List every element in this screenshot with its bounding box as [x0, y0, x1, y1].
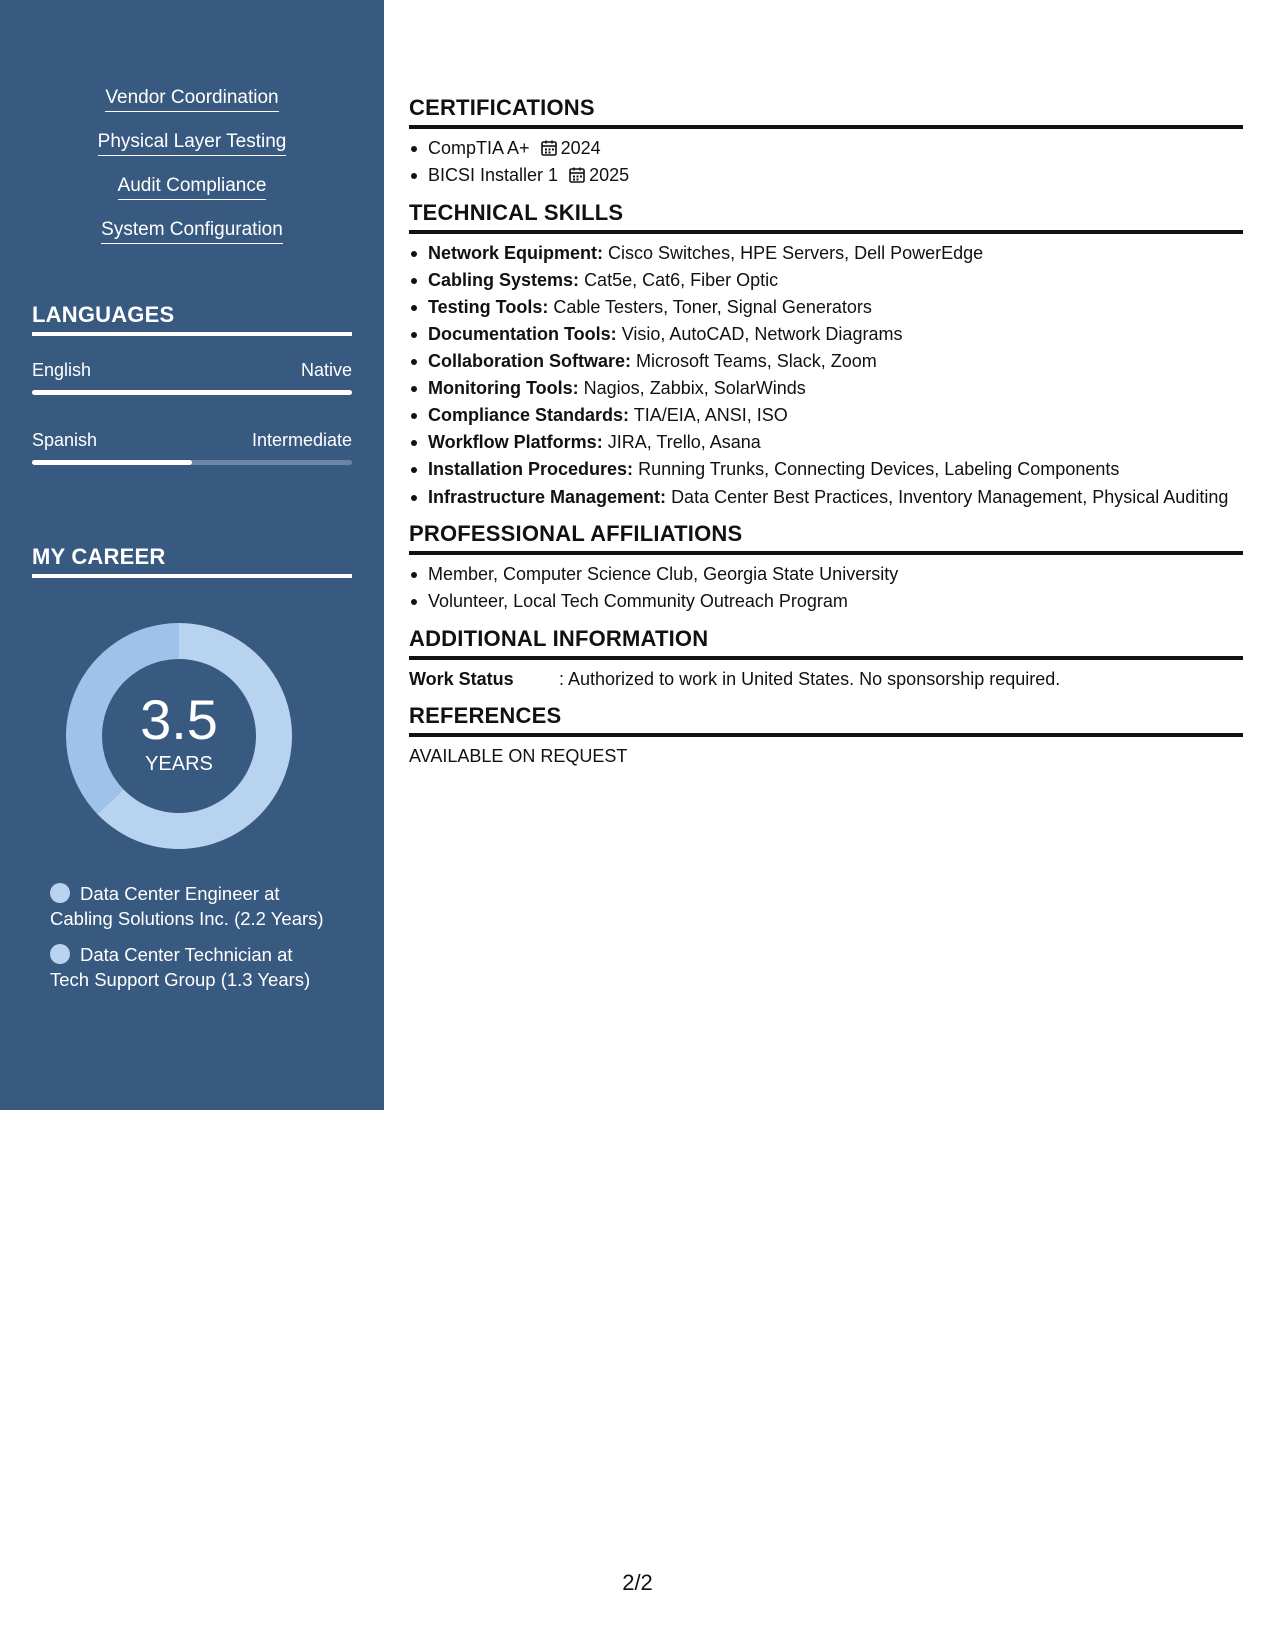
- affiliation-item: Member, Computer Science Club, Georgia State University: [409, 561, 1243, 588]
- skill-value: Cable Testers, Toner, Signal Generators: [553, 297, 872, 317]
- skill-links: [0, 86, 384, 262]
- certifications-list: [409, 135, 1243, 189]
- skill-label: Installation Procedures:: [428, 459, 634, 479]
- skill-item: [409, 375, 1243, 402]
- skill-value: Running Trunks, Connecting Devices, Labeling Components: [638, 459, 1120, 479]
- skill-item: [409, 483, 1243, 510]
- section-heading: PROFESSIONAL AFFILIATIONS: [409, 521, 1243, 555]
- career-item-label: Data Center Technician at Tech Support Group (1.3 Years): [50, 944, 311, 990]
- additional-information-section: [409, 626, 1243, 692]
- certification-year: 2025: [589, 165, 630, 185]
- section-heading: CERTIFICATIONS: [409, 95, 1243, 129]
- skill-label: Compliance Standards:: [428, 405, 630, 425]
- skill-label: Monitoring Tools:: [428, 378, 579, 398]
- skill-label: Testing Tools:: [428, 297, 549, 317]
- language-name: English: [32, 360, 92, 380]
- career-list: [50, 882, 330, 1004]
- career-total-value: 3.5: [140, 688, 218, 751]
- skill-value: Cisco Switches, HPE Servers, Dell PowerEdge: [608, 243, 984, 263]
- section-heading: REFERENCES: [409, 703, 1243, 737]
- calendar-icon: [568, 166, 586, 184]
- language-proficiency-fill: [32, 460, 192, 465]
- career-total: [66, 623, 292, 849]
- skill-value: TIA/EIA, ANSI, ISO: [633, 405, 788, 425]
- languages-heading: LANGUAGES: [32, 302, 352, 336]
- calendar-icon: [540, 139, 558, 157]
- skill-item: [409, 456, 1243, 483]
- skill-label: Network Equipment:: [428, 243, 604, 263]
- career-item: [50, 882, 330, 931]
- language-proficiency-bar: [32, 460, 352, 465]
- skill-link[interactable]: System Configuration: [101, 218, 283, 244]
- language-proficiency-fill: [32, 390, 352, 395]
- certification-name: BICSI Installer 1: [428, 165, 559, 185]
- work-status-value: : Authorized to work in United States. No sponsorship required.: [559, 669, 1061, 689]
- skill-link[interactable]: Audit Compliance: [118, 174, 267, 200]
- skill-label: Collaboration Software:: [428, 351, 632, 371]
- career-item: [50, 943, 330, 992]
- skill-item: [409, 402, 1243, 429]
- main-content: [409, 95, 1243, 780]
- skill-item: [409, 348, 1243, 375]
- skill-label: Cabling Systems:: [428, 270, 580, 290]
- language-level: Native: [300, 360, 352, 380]
- career-legend-dot: [50, 883, 70, 903]
- affiliations-list: [409, 561, 1243, 615]
- work-status-row: [409, 666, 1243, 692]
- skill-item: [409, 294, 1243, 321]
- technical-skills-section: [409, 200, 1243, 510]
- work-status-label: Work Status: [409, 669, 514, 689]
- skill-value: JIRA, Trello, Asana: [607, 432, 761, 452]
- language-name: Spanish: [32, 430, 98, 450]
- skill-item: [409, 429, 1243, 456]
- language-spanish: [32, 429, 352, 465]
- career-legend-dot: [50, 944, 70, 964]
- certification-item: [409, 162, 1243, 189]
- references-section: [409, 703, 1243, 769]
- skill-value: Nagios, Zabbix, SolarWinds: [583, 378, 806, 398]
- certification-year: 2024: [560, 138, 601, 158]
- career-heading: MY CAREER: [32, 544, 352, 578]
- affiliations-section: [409, 521, 1243, 615]
- skill-value: Cat5e, Cat6, Fiber Optic: [584, 270, 779, 290]
- skill-item: [409, 321, 1243, 348]
- skill-value: Data Center Best Practices, Inventory Management, Physical Auditing: [671, 487, 1229, 507]
- sidebar: [0, 0, 384, 1110]
- section-heading: TECHNICAL SKILLS: [409, 200, 1243, 234]
- language-level: Intermediate: [251, 430, 352, 450]
- affiliation-item: Volunteer, Local Tech Community Outreach Program: [409, 588, 1243, 615]
- skill-item: [409, 267, 1243, 294]
- page-number: 2/2: [622, 1570, 653, 1595]
- skill-link[interactable]: Physical Layer Testing: [98, 130, 287, 156]
- skill-link[interactable]: Vendor Coordination: [105, 86, 278, 112]
- skill-label: Workflow Platforms:: [428, 432, 603, 452]
- career-total-unit: YEARS: [145, 753, 213, 775]
- references-text: AVAILABLE ON REQUEST: [409, 746, 628, 766]
- career-donut-chart: [66, 623, 292, 849]
- skill-value: Microsoft Teams, Slack, Zoom: [636, 351, 877, 371]
- skill-value: Visio, AutoCAD, Network Diagrams: [621, 324, 903, 344]
- certifications-section: [409, 95, 1243, 189]
- skill-label: Documentation Tools:: [428, 324, 617, 344]
- language-english: [32, 359, 352, 395]
- section-heading: ADDITIONAL INFORMATION: [409, 626, 1243, 660]
- technical-skills-list: [409, 240, 1243, 510]
- skill-item: [409, 240, 1243, 267]
- career-item-label: Data Center Engineer at Cabling Solutions Inc. (2.2 Years): [50, 883, 324, 929]
- certification-item: [409, 135, 1243, 162]
- certification-name: CompTIA A+: [428, 138, 530, 158]
- language-proficiency-bar: [32, 390, 352, 395]
- skill-label: Infrastructure Management:: [428, 487, 667, 507]
